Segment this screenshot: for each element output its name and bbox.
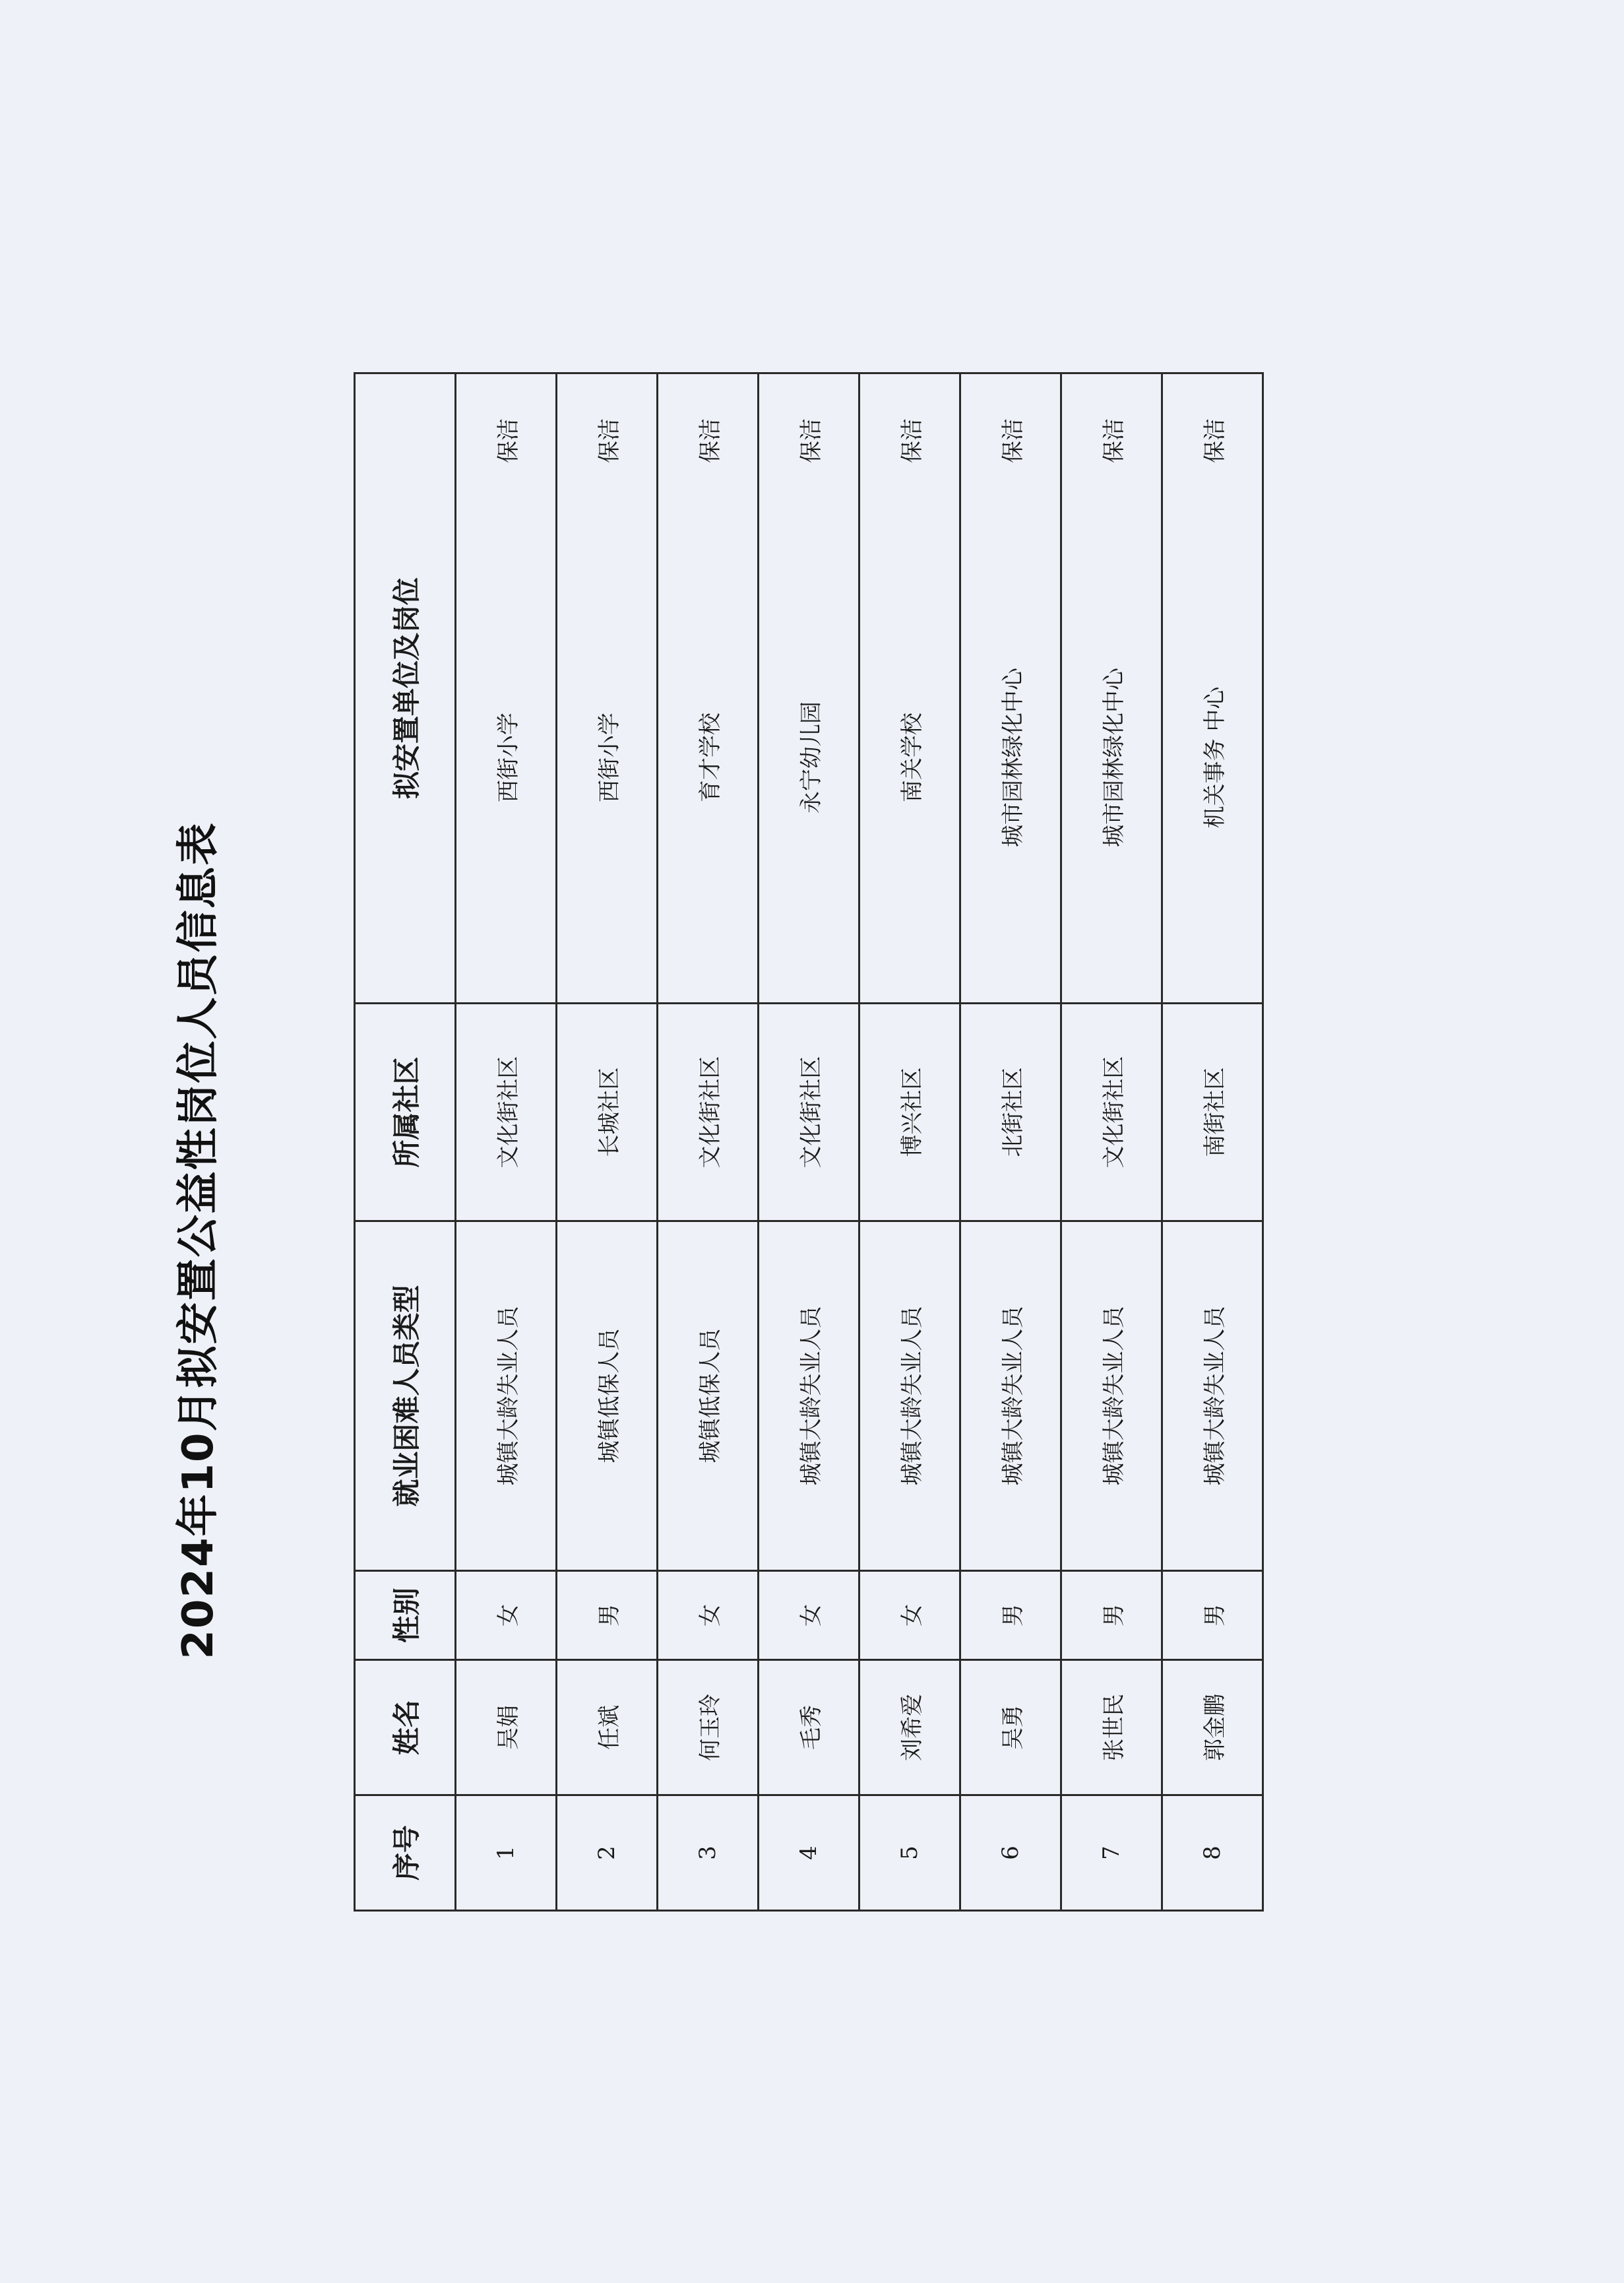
cell-post: 保洁	[495, 418, 522, 463]
document-title: 2024年10月拟安置公益性岗位人员信息表	[174, 821, 223, 1659]
cell-name: 何玉玲	[658, 1660, 759, 1795]
header-unit-post: 拟安置单位及岗位	[355, 373, 456, 1004]
cell-no: 5	[859, 1795, 960, 1911]
rotated-content	[152, 418, 1228, 2012]
cell-type: 城镇大龄失业人员	[960, 1221, 1061, 1571]
table-row	[456, 373, 557, 1911]
cell-type: 城镇低保人员	[658, 1221, 759, 1571]
cell-unit-post	[456, 373, 557, 1004]
table-row	[759, 373, 859, 1911]
table-row	[557, 373, 658, 1911]
cell-unit: 西街小学	[495, 713, 522, 802]
table-row	[960, 373, 1061, 1911]
cell-gender: 女	[759, 1571, 859, 1660]
table-row	[1061, 373, 1162, 1911]
cell-unit: 城市园林绿化中心	[1100, 668, 1127, 847]
cell-community: 文化街社区	[456, 1004, 557, 1221]
cell-post: 保洁	[1201, 418, 1228, 463]
cell-no: 2	[557, 1795, 658, 1911]
cell-name: 吴娟	[456, 1660, 557, 1795]
cell-name: 张世民	[1061, 1660, 1162, 1795]
cell-name: 任斌	[557, 1660, 658, 1795]
cell-community: 长城社区	[557, 1004, 658, 1221]
cell-post: 保洁	[898, 418, 925, 463]
table-row	[658, 373, 759, 1911]
cell-type: 城镇大龄失业人员	[859, 1221, 960, 1571]
cell-name: 毛秀	[759, 1660, 859, 1795]
cell-unit: 西街小学	[596, 713, 623, 802]
header-gender: 性别	[355, 1571, 456, 1660]
header-no: 序号	[355, 1795, 456, 1911]
cell-unit: 永宁幼儿园	[797, 701, 825, 814]
cell-no: 8	[1162, 1795, 1263, 1911]
cell-no: 3	[658, 1795, 759, 1911]
cell-type: 城镇低保人员	[557, 1221, 658, 1571]
cell-type: 城镇大龄失业人员	[1061, 1221, 1162, 1571]
cell-unit-post	[759, 373, 859, 1004]
table-row	[1162, 373, 1263, 1911]
table-row	[859, 373, 960, 1911]
cell-gender: 女	[658, 1571, 759, 1660]
cell-name: 郭金鹏	[1162, 1660, 1263, 1795]
cell-community: 博兴社区	[859, 1004, 960, 1221]
cell-gender: 男	[557, 1571, 658, 1660]
cell-no: 6	[960, 1795, 1061, 1911]
cell-gender: 女	[456, 1571, 557, 1660]
cell-type: 城镇大龄失业人员	[1162, 1221, 1263, 1571]
cell-post: 保洁	[797, 418, 825, 463]
cell-unit-post	[960, 373, 1061, 1004]
cell-unit: 南关学校	[898, 713, 925, 802]
cell-name: 刘希爱	[859, 1660, 960, 1795]
header-name: 姓名	[355, 1660, 456, 1795]
cell-unit-post	[658, 373, 759, 1004]
cell-community: 文化街社区	[759, 1004, 859, 1221]
table-header-row	[355, 373, 456, 1911]
cell-unit-post	[859, 373, 960, 1004]
cell-unit-post	[1061, 373, 1162, 1004]
cell-unit-post	[1162, 373, 1263, 1004]
cell-community: 文化街社区	[658, 1004, 759, 1221]
cell-post: 保洁	[1100, 418, 1127, 463]
cell-unit-post	[557, 373, 658, 1004]
cell-unit: 城市园林绿化中心	[999, 668, 1026, 847]
cell-post: 保洁	[697, 418, 724, 463]
header-type: 就业困难人员类型	[355, 1221, 456, 1571]
cell-gender: 男	[1162, 1571, 1263, 1660]
cell-no: 7	[1061, 1795, 1162, 1911]
cell-type: 城镇大龄失业人员	[456, 1221, 557, 1571]
cell-post: 保洁	[999, 418, 1026, 463]
cell-unit: 机关事务 中心	[1201, 686, 1228, 829]
cell-name: 吴勇	[960, 1660, 1061, 1795]
cell-gender: 男	[960, 1571, 1061, 1660]
personnel-table	[354, 372, 1264, 1912]
cell-community: 北街社区	[960, 1004, 1061, 1221]
cell-gender: 男	[1061, 1571, 1162, 1660]
cell-community: 文化街社区	[1061, 1004, 1162, 1221]
cell-community: 南街社区	[1162, 1004, 1263, 1221]
cell-gender: 女	[859, 1571, 960, 1660]
header-community: 所属社区	[355, 1004, 456, 1221]
cell-post: 保洁	[596, 418, 623, 463]
cell-unit: 育才学校	[697, 713, 724, 802]
cell-no: 4	[759, 1795, 859, 1911]
cell-type: 城镇大龄失业人员	[759, 1221, 859, 1571]
cell-no: 1	[456, 1795, 557, 1911]
